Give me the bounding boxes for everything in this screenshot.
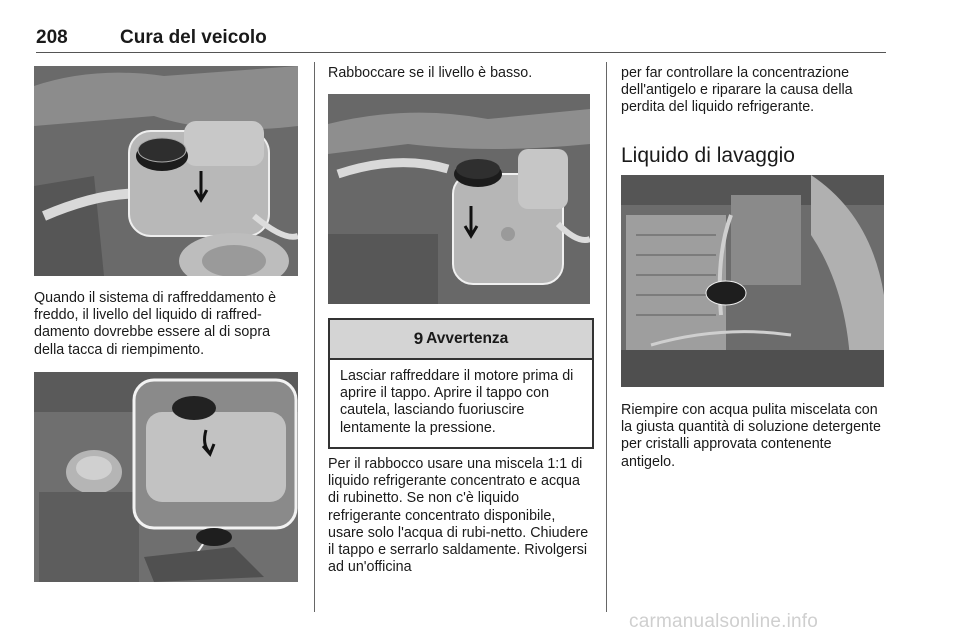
- page-header: [36, 22, 886, 53]
- section-title: Cura del veicolo: [120, 27, 267, 48]
- washer-fluid-heading: Liquido di lavaggio: [621, 144, 795, 167]
- warning-header: [330, 320, 592, 360]
- warning-triangle-icon: 9: [413, 329, 424, 348]
- page-number: 208: [36, 27, 68, 48]
- watermark: carmanualsonline.info: [629, 611, 819, 632]
- refill-text: Rabboccare se il livello è basso.: [328, 65, 533, 81]
- antifreeze-check-text: per far controllare la concentrazione dell'antigelo e riparare la causa della perdita del liquido refrigerante.: [621, 65, 853, 116]
- reservoir-arrow-illustration: [328, 94, 590, 304]
- washer-fluid-text: Riempire con acqua pulita miscelata con la giusta quantità di soluzione detergente per cristalli approvata contenente antigelo.: [621, 402, 881, 470]
- coolant-reservoir-illustration: [34, 66, 298, 276]
- column-divider-2: [606, 62, 607, 612]
- refill-mixture-text: Per il rabbocco usare una miscela 1:1 di liquido refrigerante concentrato e acqua di rubinetto. Se non c'è liquido refrigerante concentrato disponibile, usare solo l'acqua di rubi-netto. Chiudere il tappo e serrarlo saldamente. Rivolgersi ad un'officina: [328, 456, 589, 576]
- warning-box: [328, 318, 594, 449]
- engine-bay-illustration: [34, 372, 298, 582]
- washer-reservoir-illustration: [621, 175, 884, 387]
- column-divider-1: [314, 62, 315, 612]
- coolant-level-text: Quando il sistema di raffreddamento è freddo, il livello del liquido di raffred-damento dovrebbe essere al di sopra della tacca di riempimento.: [34, 290, 277, 358]
- warning-title: Avvertenza: [426, 330, 509, 347]
- warning-text: Lasciar raffreddare il motore prima di aprire il tappo. Aprire il tappo con cautela, lasciando fuoriuscire lentamente la pressione.: [340, 368, 574, 436]
